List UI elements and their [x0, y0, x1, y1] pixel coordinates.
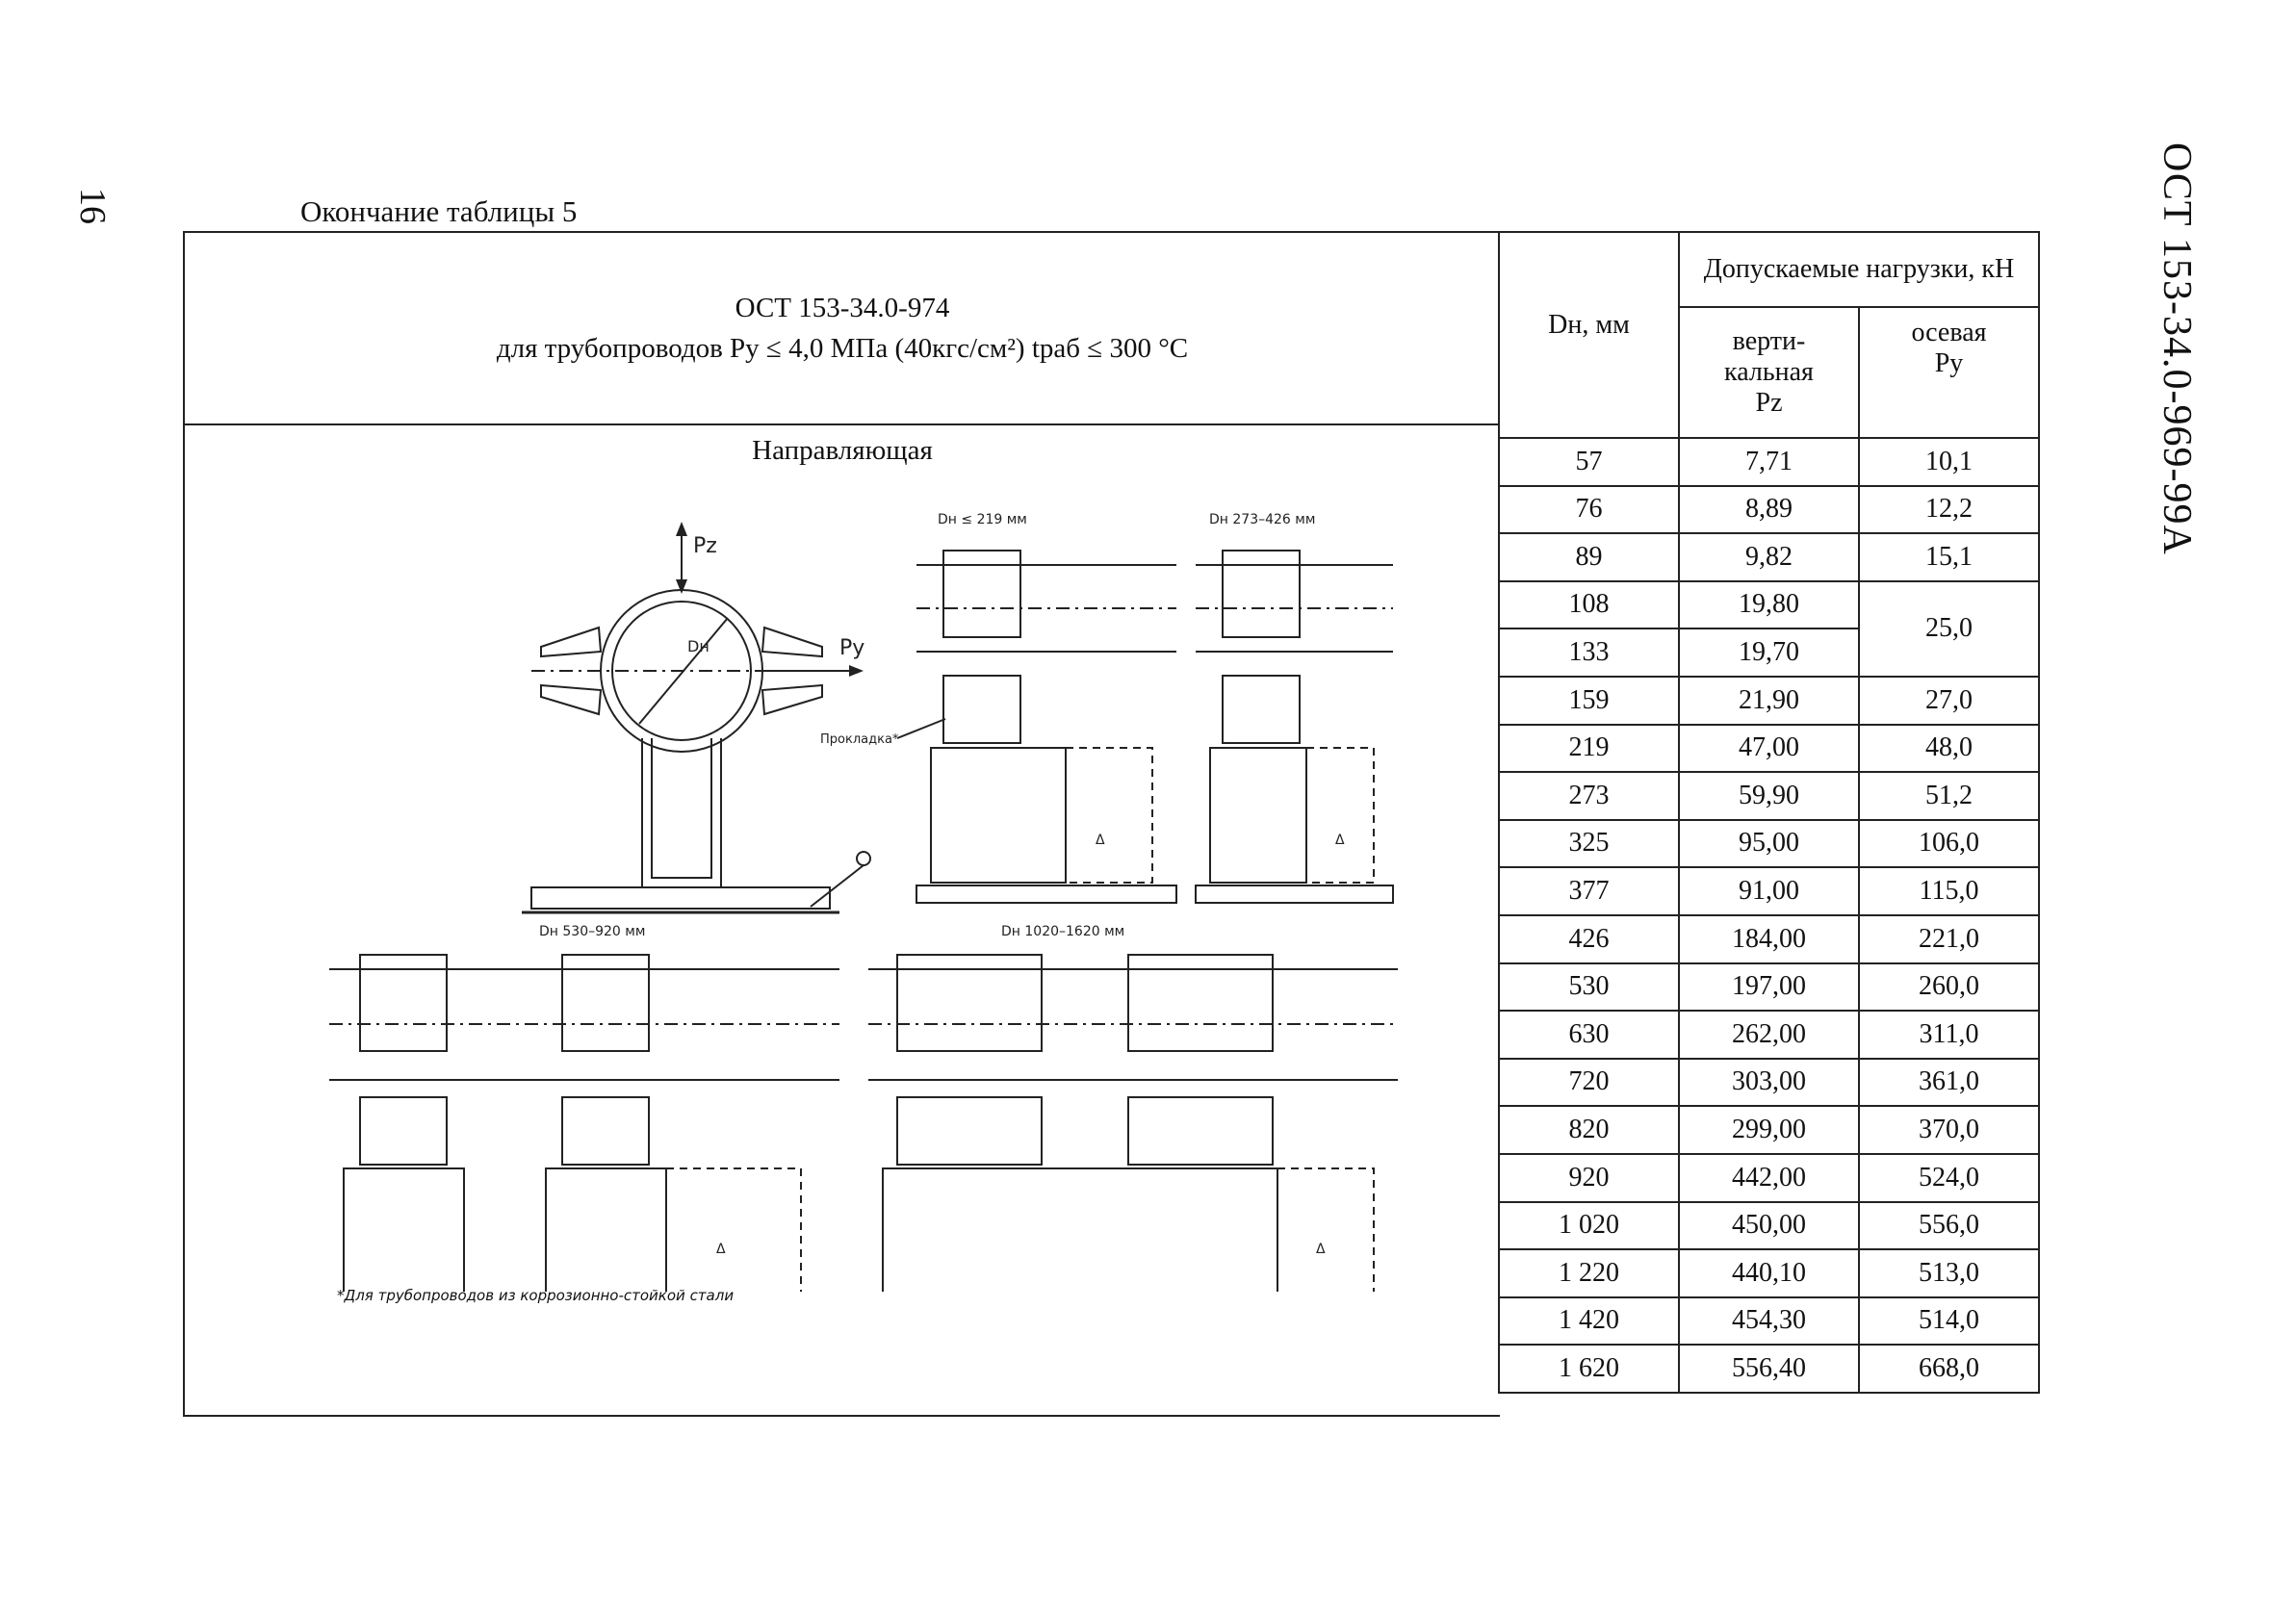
cell-pz: 556,40 [1679, 1345, 1859, 1393]
cell-pz: 262,00 [1679, 1011, 1859, 1059]
table-row [1499, 1106, 2039, 1154]
cell-pz: 9,82 [1679, 533, 1859, 581]
cell-pz: 95,00 [1679, 820, 1859, 868]
cell-pz: 303,00 [1679, 1059, 1859, 1107]
header-pz-line3: Pz [1755, 388, 1783, 419]
cell-py: 27,0 [1859, 677, 2039, 725]
header-axial-py [1859, 307, 2039, 438]
cell-dn: 820 [1499, 1106, 1679, 1154]
table-row [1499, 1154, 2039, 1202]
cell-dn: 1 420 [1499, 1297, 1679, 1346]
table-row [1499, 533, 2039, 581]
side-view-4 [868, 924, 1398, 1292]
standard-title: ОСТ 153-34.0-974 [735, 293, 950, 323]
support-1 [931, 748, 1066, 883]
header-py-line1: осевая [1911, 318, 1987, 347]
detail-marker [857, 852, 870, 865]
cell-pz: 19,70 [1679, 628, 1859, 677]
cell-pz: 454,30 [1679, 1297, 1859, 1346]
clamp-right-bottom [762, 685, 822, 714]
table-row [1499, 1249, 2039, 1297]
cell-dn: 1 620 [1499, 1345, 1679, 1393]
label-delta-1: Δ [1096, 833, 1105, 848]
base-2 [1196, 885, 1393, 903]
cell-py: 221,0 [1859, 915, 2039, 963]
label-delta-2: Δ [1335, 833, 1345, 848]
cell-py: 514,0 [1859, 1297, 2039, 1346]
py-arrow-head [849, 665, 864, 677]
clamp-2-bottom [1223, 676, 1300, 743]
cell-dn: 630 [1499, 1011, 1679, 1059]
label-py: Py [839, 636, 865, 660]
header-loads-group: Допускаемые нагрузки, кН [1679, 232, 2039, 307]
label-dn: Dн [687, 637, 709, 655]
cell-dn: 920 [1499, 1154, 1679, 1202]
table-row [1499, 438, 2039, 486]
table-row [1499, 867, 2039, 915]
detail-leader [811, 865, 864, 907]
clamp-left-top [541, 628, 601, 656]
cell-dn: 57 [1499, 438, 1679, 486]
standard-header-cell [183, 231, 1500, 425]
table-row [1499, 1345, 2039, 1393]
cell-pz: 440,10 [1679, 1249, 1859, 1297]
cell-dn: 530 [1499, 963, 1679, 1012]
base-1 [916, 885, 1176, 903]
label-delta-4: Δ [1316, 1242, 1326, 1257]
cell-pz: 299,00 [1679, 1106, 1859, 1154]
clamp-3b-bottom [562, 1097, 649, 1165]
cell-dn: 325 [1499, 820, 1679, 868]
header-pz-line1: верти- [1732, 325, 1806, 356]
header-dn: Dн, мм [1499, 232, 1679, 438]
cell-py: 370,0 [1859, 1106, 2039, 1154]
support-post [642, 738, 721, 887]
side-view-1 [820, 512, 1176, 903]
label-range-4: Dн 1020–1620 мм [1001, 924, 1125, 939]
cell-py: 115,0 [1859, 867, 2039, 915]
cell-py: 361,0 [1859, 1059, 2039, 1107]
cell-py: 15,1 [1859, 533, 2039, 581]
label-range-1: Dн ≤ 219 мм [938, 512, 1027, 527]
support-1-dashed [1066, 748, 1152, 883]
cell-py: 260,0 [1859, 963, 2039, 1012]
table-row [1499, 772, 2039, 820]
clamp-1-top [943, 551, 1020, 637]
cell-py: 12,2 [1859, 486, 2039, 534]
label-gasket: Прокладка* [820, 732, 899, 747]
cell-py: 51,2 [1859, 772, 2039, 820]
base-plate [531, 887, 830, 909]
drawing-footnote: *Для трубопроводов из коррозионно-стойкой стали [337, 1287, 735, 1304]
cross-section-view [522, 522, 870, 912]
label-range-2: Dн 273–426 мм [1209, 512, 1316, 527]
support-3b [546, 1168, 666, 1292]
table-row [1499, 1059, 2039, 1107]
cell-dn: 76 [1499, 486, 1679, 534]
table-row [1499, 820, 2039, 868]
loads-table [1498, 231, 2040, 1394]
cell-py: 668,0 [1859, 1345, 2039, 1393]
cell-pz: 91,00 [1679, 867, 1859, 915]
table-row [1499, 677, 2039, 725]
clamp-4a-bottom [897, 1097, 1042, 1165]
cell-py: 25,0 [1859, 581, 2039, 677]
page-number: 16 [72, 188, 113, 224]
table-row [1499, 725, 2039, 773]
cell-pz: 47,00 [1679, 725, 1859, 773]
label-range-3: Dн 530–920 мм [539, 924, 646, 939]
cell-py: 10,1 [1859, 438, 2039, 486]
support-4-dashed [1277, 1168, 1374, 1292]
table-row [1499, 1297, 2039, 1346]
table-row [1499, 915, 2039, 963]
support-4 [883, 1168, 1277, 1292]
cell-py: 556,0 [1859, 1202, 2039, 1250]
cell-dn: 1 220 [1499, 1249, 1679, 1297]
pz-arrow-head-down [676, 579, 687, 594]
cell-dn: 426 [1499, 915, 1679, 963]
cell-dn: 108 [1499, 581, 1679, 629]
cell-pz: 59,90 [1679, 772, 1859, 820]
label-pz: Pz [693, 534, 717, 558]
table-row [1499, 486, 2039, 534]
cell-dn: 133 [1499, 628, 1679, 677]
cell-dn: 89 [1499, 533, 1679, 581]
cell-dn: 377 [1499, 867, 1679, 915]
table-row [1499, 581, 2039, 629]
clamp-left-bottom [541, 685, 601, 714]
clamp-3a-bottom [360, 1097, 447, 1165]
support-2 [1210, 748, 1306, 883]
header-pz-line2: кальная [1724, 356, 1814, 387]
cell-pz: 21,90 [1679, 677, 1859, 725]
support-3a [344, 1168, 464, 1292]
side-view-2 [1196, 512, 1393, 903]
cell-py: 48,0 [1859, 725, 2039, 773]
cell-dn: 720 [1499, 1059, 1679, 1107]
cell-py: 513,0 [1859, 1249, 2039, 1297]
side-view-3 [329, 924, 839, 1292]
cell-dn: 219 [1499, 725, 1679, 773]
clamp-1-bottom [943, 676, 1020, 743]
cell-pz: 197,00 [1679, 963, 1859, 1012]
cell-dn: 273 [1499, 772, 1679, 820]
section-title: Направляющая [752, 435, 933, 466]
pz-arrow-head-up [676, 522, 687, 536]
cell-py: 106,0 [1859, 820, 2039, 868]
cell-dn: 1 020 [1499, 1202, 1679, 1250]
clamp-2-top [1223, 551, 1300, 637]
cell-pz: 184,00 [1679, 915, 1859, 963]
label-delta-3: Δ [716, 1242, 726, 1257]
header-vertical-pz [1679, 307, 1859, 438]
cell-pz: 8,89 [1679, 486, 1859, 534]
clamp-right-top [762, 628, 822, 656]
cell-pz: 450,00 [1679, 1202, 1859, 1250]
table-caption: Окончание таблицы 5 [300, 194, 578, 228]
guide-support-drawing [300, 483, 1398, 1292]
header-py-line2: Py [1934, 348, 1964, 379]
cell-pz: 19,80 [1679, 581, 1859, 629]
table-row [1499, 963, 2039, 1012]
cell-py: 524,0 [1859, 1154, 2039, 1202]
clamp-4b-bottom [1128, 1097, 1273, 1165]
cell-py: 311,0 [1859, 1011, 2039, 1059]
document-code: ОСТ 153-34.0-969-99А [2154, 142, 2199, 555]
gasket-leader [897, 719, 945, 738]
cell-pz: 442,00 [1679, 1154, 1859, 1202]
support-3-dashed [666, 1168, 801, 1292]
cell-pz: 7,71 [1679, 438, 1859, 486]
support-2-dashed [1306, 748, 1374, 883]
table-row [1499, 1202, 2039, 1250]
drawing-cell [183, 423, 1500, 1417]
table-row [1499, 1011, 2039, 1059]
support-post-inner [652, 738, 711, 878]
cell-dn: 159 [1499, 677, 1679, 725]
standard-description: для трубопроводов Ру ≤ 4,0 МПа (40кгс/см²) tраб ≤ 300 °С [496, 333, 1189, 364]
